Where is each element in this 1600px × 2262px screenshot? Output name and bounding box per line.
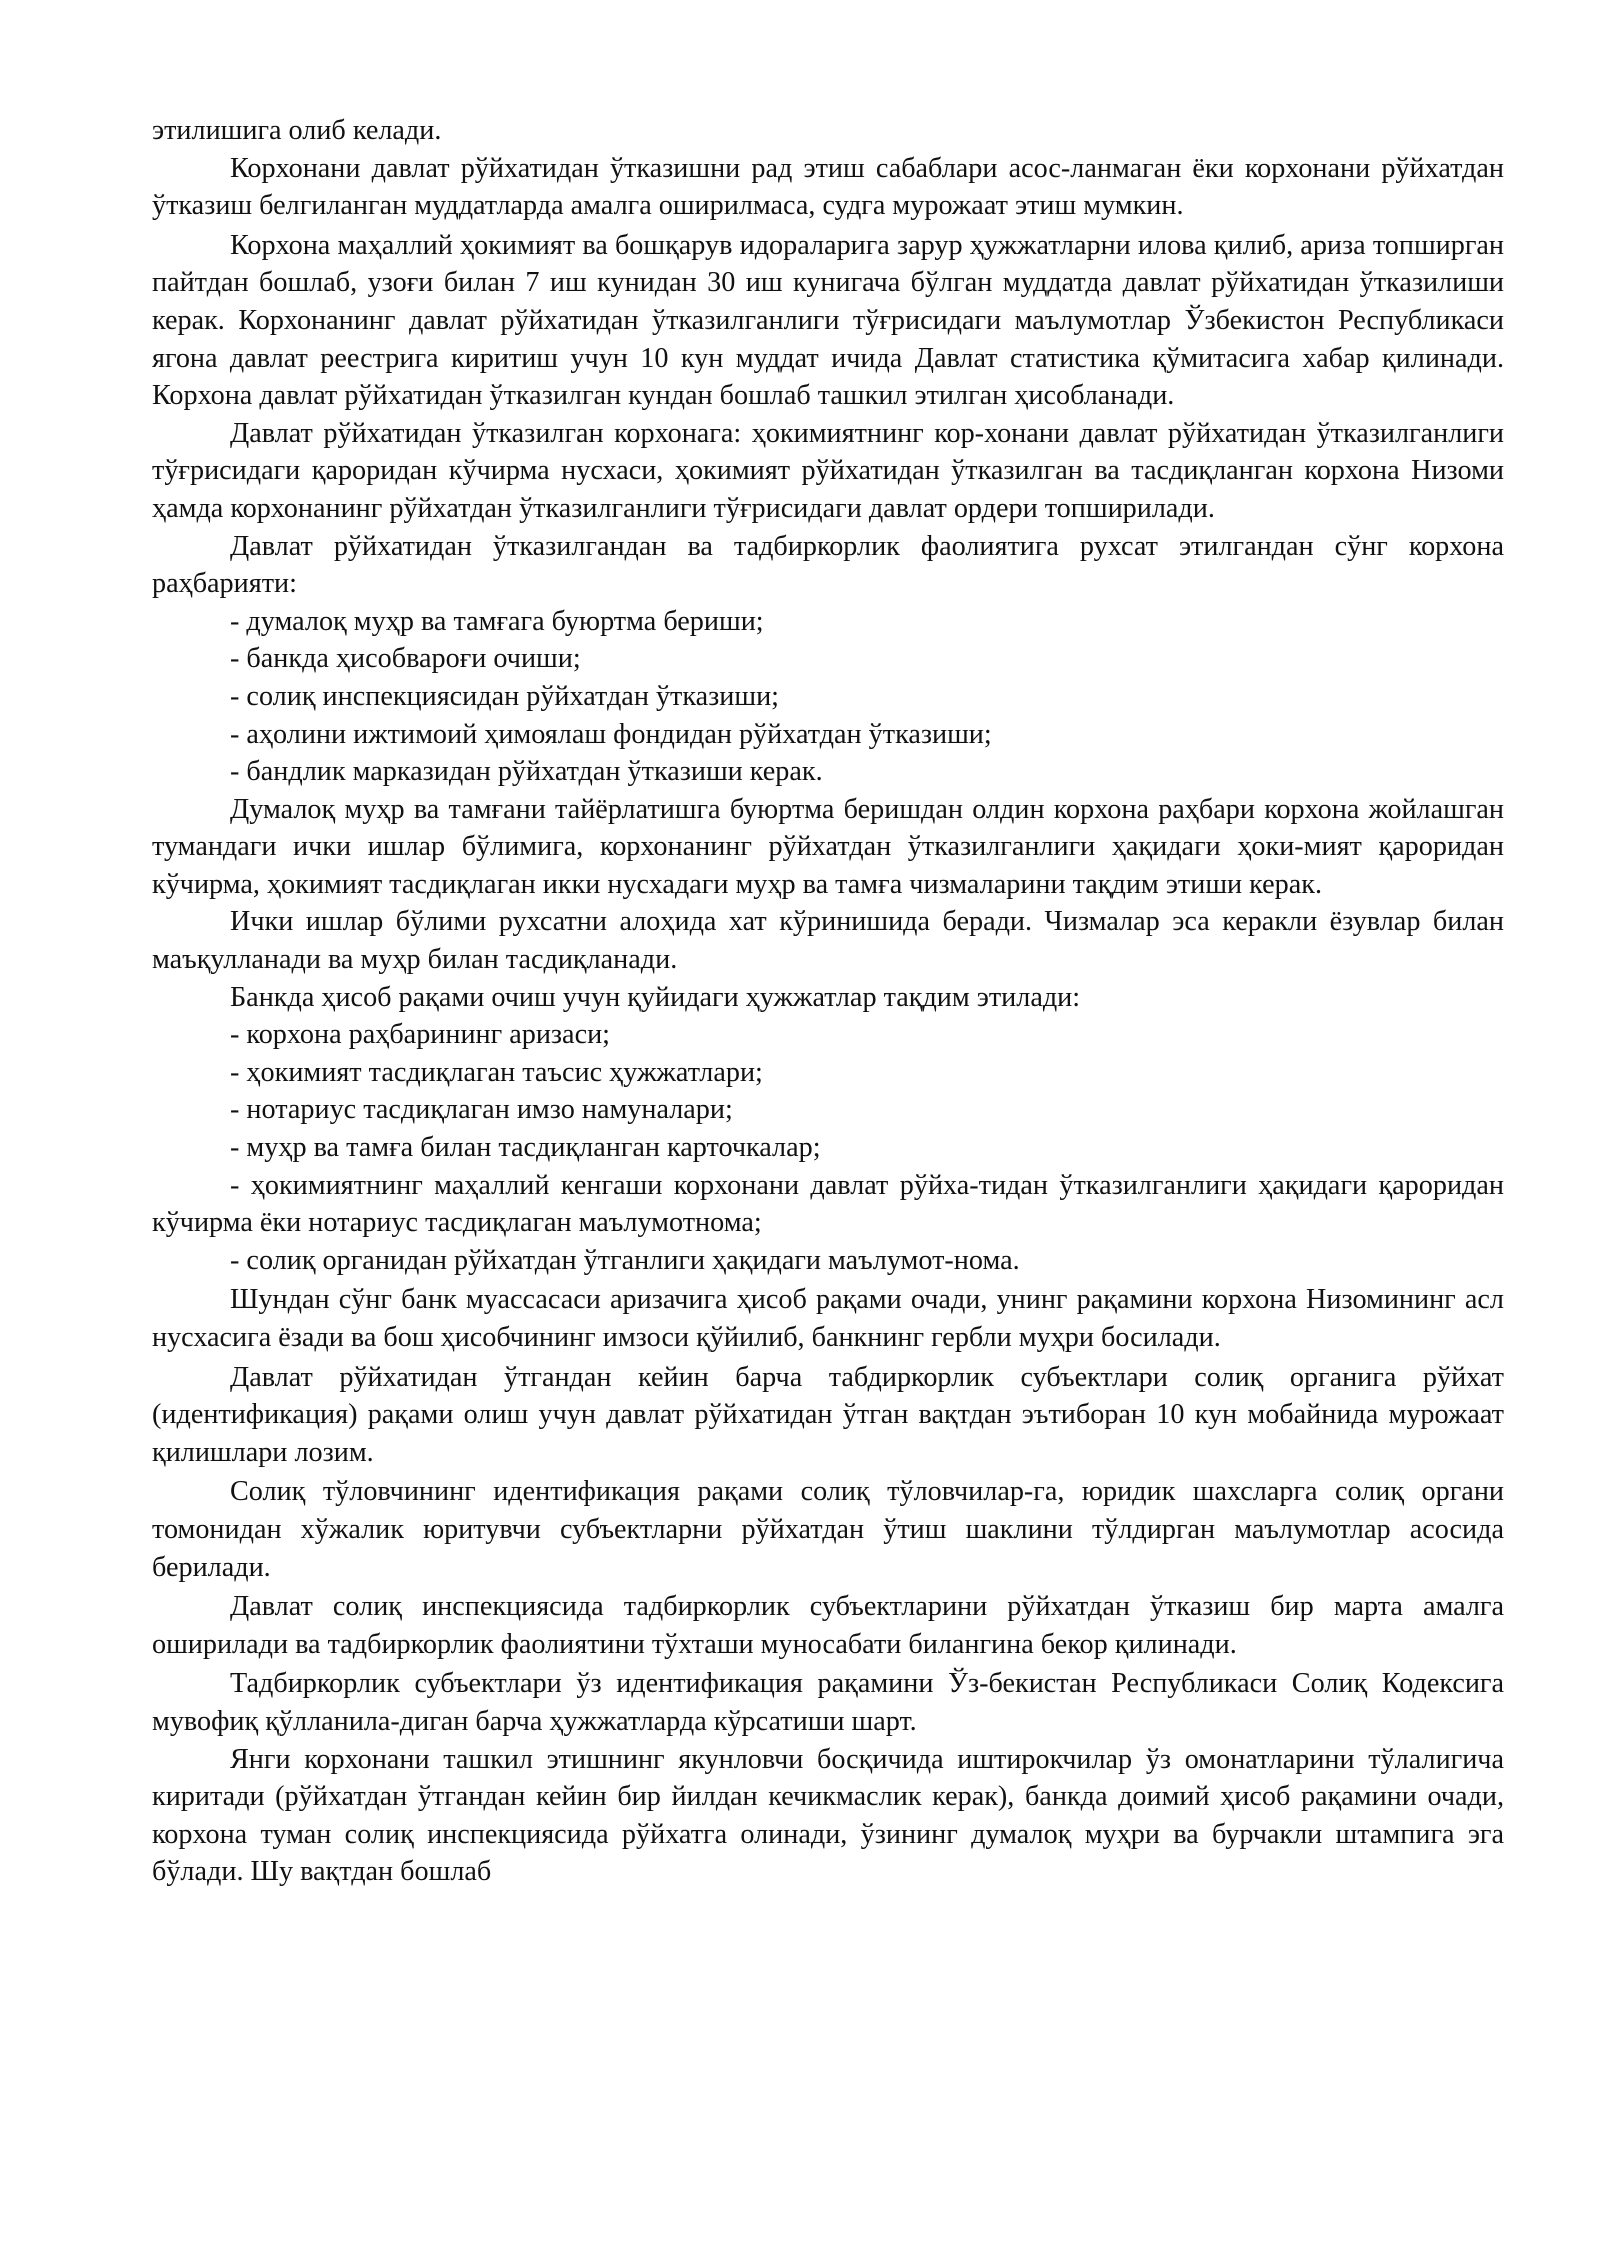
list-item: - ҳокимият тасдиқлаган таъсис ҳужжатлари; — [230, 1056, 763, 1088]
list-item: - аҳолини ижтимоий ҳимоялаш фондидан рўйхатдан ўтказиши; — [230, 718, 992, 750]
list-item: - корхона раҳбарининг аризаси; — [230, 1019, 610, 1051]
paragraph-tax-id-application: Давлат рўйхатидан ўтгандан кейин барча табдиркорлик субъектлари солиқ органига рўйхат (идентификация) рақами олиш учун давлат рўйхатидан ўтган вақтдан эътиборан 10 кун мобайнида мурожаат қилишлари лозим. — [152, 1361, 1504, 1468]
paragraph-seal-order: Думалоқ муҳр ва тамғани тайёрлатишга буюртма беришдан олдин корхона раҳбари корхона жойлашган тумандаги ички ишлар бўлимига, корхонанинг рўйхатдан ўтказилганлиги ҳақидаги ҳоки-мият қароридан кўчирма, ҳокимият тасдиқлаган икки нусхадаги муҳр ва тамға чизмаларини тақдим этиши керак. — [152, 793, 1504, 900]
list-item: - нотариус тасдиқлаган имзо намуналари; — [230, 1094, 733, 1126]
paragraph-tax-registration-once: Давлат солиқ инспекциясида тадбиркорлик субъектларини рўйхатдан ўтказиш бир марта амалга оширилади ва тадбиркорлик фаолиятини тўхташи муносабати билангина бекор қилинади. — [152, 1591, 1504, 1660]
paragraph-bank-intro: Банкда ҳисоб рақами очиш учун қуйидаги ҳужжатлар тақдим этилади: — [230, 981, 1081, 1013]
list-item: - бандлик марказидан рўйхатдан ўтказиши керак. — [230, 756, 823, 788]
list-item: - думалоқ муҳр ва тамғага буюртма бериши; — [230, 605, 764, 637]
paragraph-tax-id-issuance: Солиқ тўловчининг идентификация рақами солиқ тўловчилар-га, юридик шахсларга солиқ органи томонидан хўжалик юритувчи субъектларни рўйхатдан ўтиш шаклини тўлдирган маълумотлар асосида берилади. — [152, 1476, 1504, 1583]
list-bank-documents — [152, 1016, 1504, 1279]
list-item: - солиқ органидан рўйхатдан ўтганлиги ҳақидаги маълумот-нома. — [230, 1244, 1020, 1276]
list-management-duties — [152, 603, 1504, 791]
paragraph-tax-id-display: Тадбиркорлик субъектлари ўз идентификация рақамини Ўз-бекистан Республикаси Солиқ Кодексига мувофиқ қўлланила-диган барча ҳужжатларда кўрсатиши шарт. — [152, 1668, 1504, 1737]
continuation-line: этилишига олиб келади. — [152, 115, 442, 146]
paragraph-after-registration: Давлат рўйхатидан ўтказилгандан ва тадбиркорлик фаолиятига рухсат этилгандан сўнг корхона раҳбарияти: — [152, 530, 1504, 600]
list-item: - муҳр ва тамға билан тасдиқланган карточкалар; — [230, 1132, 821, 1164]
paragraph-police-permit: Ички ишлар бўлими рухсатни алоҳида хат кўринишида беради. Чизмалар эса керакли ёзувлар билан маъқулланади ва муҳр билан тасдиқланади. — [152, 906, 1504, 976]
list-item: - банкда ҳисобвароғи очиши; — [230, 643, 581, 675]
list-item: - ҳокимиятнинг маҳаллий кенгаши корхонани давлат рўйха-тидан ўтказилганлиги ҳақидаги қароридан кўчирма ёки нотариус тасдиқлаган маълумотнома; — [152, 1169, 1504, 1239]
paragraph-bank-opens-account: Шундан сўнг банк муассасаси аризачига ҳисоб рақами очади, унинг рақамини корхона Низомининг асл нусхасига ёзади ва бош ҳисобчининг имзоси қўйилиб, банкнинг гербли муҳри босилади. — [152, 1284, 1504, 1353]
paragraph-registration-term: Корхона маҳаллий ҳокимият ва бошқарув идораларига зарур ҳужжатларни илова қилиб, ариза топширган пайтдан бошлаб, узоғи билан 7 иш кунидан 30 иш кунигача бўлган муддатда давлат рўйхатидан ўтказилиши керак. Корхонанинг давлат рўйхатидан ўтказилганлиги тўғрисидаги маълумотлар Ўзбекистон Республикаси ягона давлат реестрига киритиш учун 10 кун муддат ичида Давлат статистика қўмитасига хабар қилинади. Корхона давлат рўйхатидан ўтказилган кундан бошлаб ташкил этилган ҳисобланади. — [152, 229, 1504, 412]
paragraph-refusal: Корхонани давлат рўйхатидан ўтказишни рад этиш сабаблари асос-ланмаган ёки корхонани рўйхатдан ўтказиш белгиланган муддатларда амалга оширилмаса, судга мурожаат этиш мумкин. — [152, 152, 1504, 222]
list-item: - солиқ инспекциясидан рўйхатдан ўтказиши; — [230, 680, 779, 712]
paragraph-issued-documents: Давлат рўйхатидан ўтказилган корхонага: ҳокимиятнинг кор-хонани давлат рўйхатидан ўтказилганлиги тўғрисидаги қароридан кўчирма нусхаси, ҳокимият рўйхатидан ўтказилган ва тасдиқланган корхона Низоми ҳамда корхонанинг рўйхатдан ўтказилганлиги тўғрисидаги давлат ордери топширилади. — [152, 417, 1504, 524]
paragraph-final-stage: Янги корхонани ташкил этишнинг якунловчи босқичида иштирокчилар ўз омонатларини тўлалигича киритади (рўйхатдан ўтгандан кейин бир йилдан кечикмаслик керак), банкда доимий ҳисоб рақамини очади, корхона туман солиқ инспекциясида рўйхатга олинади, ўзининг думалоқ муҳри ва бурчакли штампига эга бўлади. Шу вақтдан бошлаб — [152, 1743, 1504, 1888]
document-page — [152, 112, 1504, 1891]
